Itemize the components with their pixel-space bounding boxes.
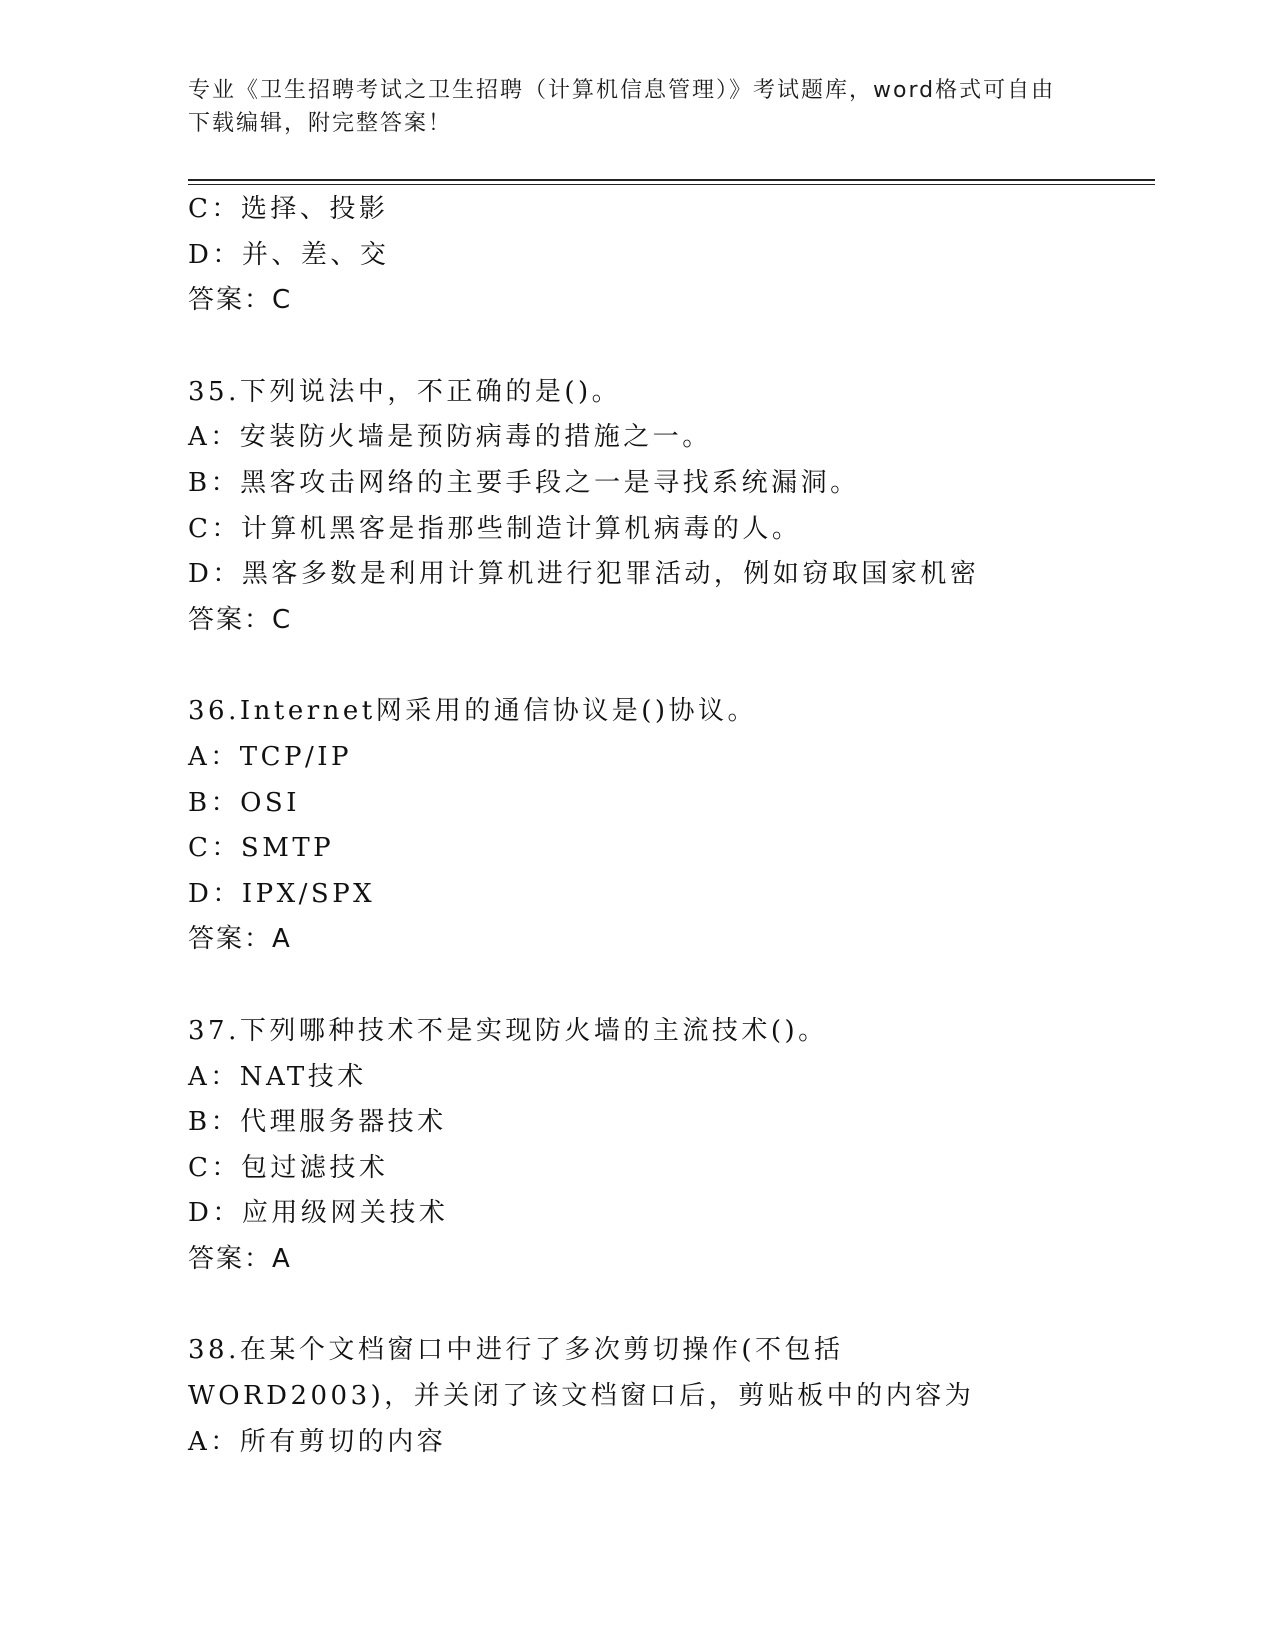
answer-line: 答案：A (188, 924, 292, 955)
option-d: D：应用级网关技术 (188, 1198, 449, 1229)
option-d: D：IPX/SPX (188, 878, 376, 909)
option-c: C：SMTP (188, 833, 335, 864)
question-stem: 37.下列哪种技术不是实现防火墙的主流技术()。 (188, 1015, 828, 1046)
question-36 (188, 689, 1088, 963)
question-stem: 36.Internet网采用的通信协议是()协议。 (188, 696, 757, 727)
option-b: B：黑客攻击网络的主要手段之一是寻找系统漏洞。 (188, 467, 860, 498)
option-c: C：包过滤技术 (188, 1152, 389, 1183)
option-b: B：OSI (188, 787, 301, 818)
question-stem: 38.在某个文档窗口中进行了多次剪切操作(不包括WORD2003)，并关闭了该文档窗口后，剪贴板中的内容为 (188, 1335, 975, 1412)
question-list (188, 187, 1088, 1465)
option-a: A：NAT技术 (188, 1061, 367, 1092)
option-c: C：计算机黑客是指那些制造计算机病毒的人。 (188, 513, 802, 544)
answer-line: 答案：C (188, 285, 293, 316)
option-a: A：TCP/IP (188, 741, 353, 772)
option-d: D：黑客多数是利用计算机进行犯罪活动，例如窃取国家机密 (188, 559, 980, 590)
document-header: 专业《卫生招聘考试之卫生招聘（计算机信息管理）》考试题库，word格式可自由下载编辑，附完整答案！ (188, 78, 1056, 136)
option-b: B：代理服务器技术 (188, 1107, 447, 1138)
prev-question-block (188, 187, 1088, 324)
question-35 (188, 370, 1088, 644)
option-a: A：所有剪切的内容 (188, 1426, 447, 1457)
option-d: D：并、差、交 (188, 239, 390, 270)
header-divider-thick (188, 179, 1155, 181)
question-38 (188, 1328, 1088, 1465)
question-stem: 35.下列说法中，不正确的是()。 (188, 376, 622, 407)
question-37 (188, 1009, 1088, 1283)
option-a: A：安装防火墙是预防病毒的措施之一。 (188, 422, 712, 453)
answer-line: 答案：A (188, 1243, 292, 1274)
header-divider-thin (188, 184, 1155, 185)
answer-line: 答案：C (188, 604, 293, 635)
option-c: C：选择、投影 (188, 194, 389, 224)
